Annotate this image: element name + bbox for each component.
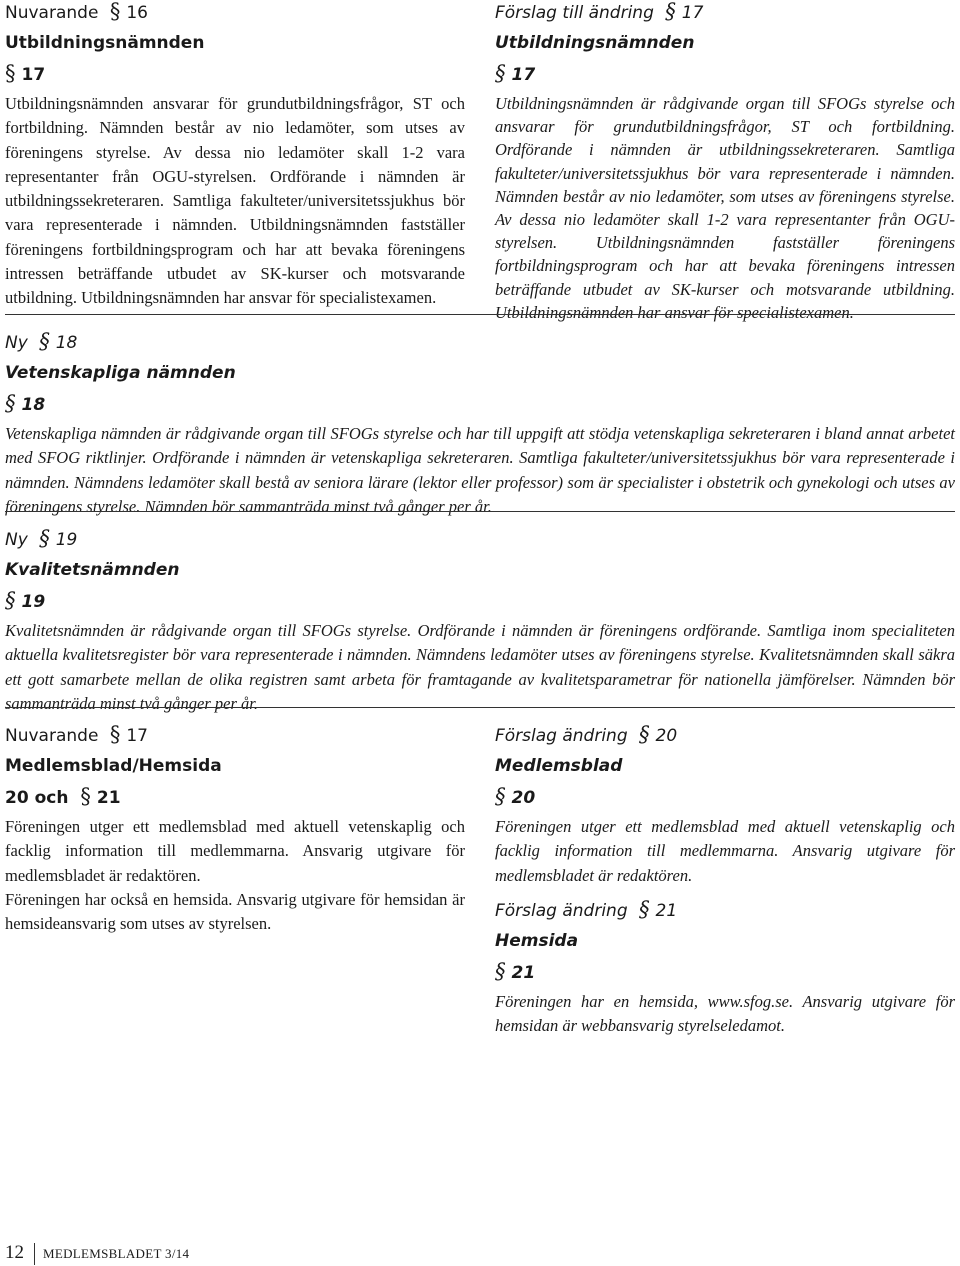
paragraph-symbol: § — [495, 61, 506, 85]
section-body: Utbildningsnämnden ansvarar för grundutbildningsfrågor, ST och fortbildning. Nämnden består av nio ledamöter, som utses av föreningens styrelse. Av dessa nio ledamöter skall 1-2 vara representanter från OGU-styrelsen. Ordförande i nämnden är utbildningssekreteraren. Samtliga fakulteter/universitetssjukhus bör vara representerade i nämnden. Utbildningsnämnden fastställer föreningens fortbildningsprogram och har att bevaka föreningens intressen beträffande utbudet av SK-kurser och motsvarande utbildning. Utbildningsnämnden har ansvar för specialistexamen. — [5, 94, 465, 308]
section-symbol: § — [109, 0, 121, 23]
paragraph-number-value: 20 — [511, 788, 536, 808]
section-heading — [5, 330, 955, 354]
paragraph-number-value: 19 — [21, 592, 46, 612]
section-body: Föreningen har en hemsida, www.sfog.se. Ansvarig utgivare för hemsidan är webbansvarig styrelseledamot. — [495, 992, 955, 1036]
paragraph-number — [5, 392, 955, 416]
new-section-19 — [5, 527, 955, 716]
paragraph-symbol: § — [5, 391, 16, 415]
section-heading — [495, 723, 955, 747]
section-title: Medlemsblad — [495, 756, 623, 776]
magazine-name: MEDLEMSBLADET 3/14 — [43, 1246, 190, 1261]
section-heading — [495, 898, 955, 922]
section-heading — [5, 723, 465, 747]
page-number: 12 — [5, 1242, 24, 1263]
section-label: Nuvarande — [5, 3, 99, 23]
section-number: 19 — [55, 530, 78, 550]
divider — [5, 707, 955, 708]
section-body-1: Föreningen utger ett medlemsblad med aktuell vetenskaplig och facklig information till medlemmarna. Ansvarig utgivare för medlemsbladet är redaktören. — [5, 817, 465, 885]
section-symbol: § — [39, 526, 50, 550]
section-title: Utbildningsnämnden — [495, 33, 695, 53]
proposal-section-20 — [495, 723, 955, 888]
current-section-17 — [5, 723, 465, 936]
page-footer — [5, 1240, 189, 1266]
section-body: Utbildningsnämnden är rådgivande organ till SFOGs styrelse och ansvarar för grundutbildningsfrågor, ST och fortbildning. Ordförande i nämnden är utbildningssekreteraren. Samtliga fakulteter/universitetssjukhus bör vara representerade i nämnden. Nämnden består av nio ledamöter, som utses av föreningens styrelse. Av dessa nio ledamöter skall 1-2 vara representanter från OGU-styrelsen. Utbildningsnämnden fastställer föreningens fortbildningsprogram och har att bevaka föreningens intressen beträffande utbudet av SK-kurser och motsvarande utbildning. Utbildningsnämnden har ansvar för specialistexamen. — [495, 94, 955, 322]
section-body: Vetenskapliga nämnden är rådgivande organ till SFOGs styrelse och har till uppgift att stödja vetenskapliga sekreteraren i bland annat arbetet med SFOG riktlinjer. Ordförande i nämnden är vetenskapliga sekreteraren. Samtliga fakulteter/universitetssjukhus bör vara representerade i nämnden. Nämndens ledamöter skall bestå av seniora lärare (lektor eller professor) som är specialister i obstetrik och gynekologi och utses av föreningens styrelse. Nämnden bör sammanträda minst två gånger per år. — [5, 424, 955, 516]
section-label: Nuvarande — [5, 726, 99, 746]
section-symbol: § — [39, 329, 50, 353]
section-heading — [5, 527, 955, 551]
section-title: Kvalitetsnämnden — [5, 560, 180, 580]
section-title: Utbildningsnämnden — [5, 33, 205, 53]
paragraph-number-value: 17 — [21, 65, 46, 85]
section-number: 17 — [681, 3, 704, 23]
section-body: Föreningen utger ett medlemsblad med aktuell vetenskaplig och facklig information till medlemmarna. Ansvarig utgivare för medlemsbladet är redaktören. — [495, 817, 955, 885]
paragraph-symbol: § — [495, 784, 506, 808]
new-section-18 — [5, 330, 955, 519]
paragraph-symbol: § — [5, 61, 16, 85]
paragraph-number — [5, 785, 465, 809]
paragraph-number-value: 17 — [511, 65, 536, 85]
section-heading — [5, 0, 465, 24]
paragraph-number — [5, 62, 465, 86]
section-label: Ny — [5, 333, 28, 353]
section-number: 20 — [655, 726, 678, 746]
paragraph-joiner: och — [34, 788, 69, 808]
paragraph-number-value: 21 — [511, 963, 536, 983]
section-title: Medlemsblad/Hemsida — [5, 756, 222, 776]
paragraph-symbol: § — [80, 784, 91, 808]
paragraph-number-a: 20 — [5, 788, 29, 808]
section-number: 17 — [126, 726, 148, 746]
section-heading — [495, 0, 955, 24]
section-label: Förslag till ändring — [495, 3, 654, 23]
paragraph-number-value: 18 — [21, 395, 46, 415]
paragraph-number — [495, 960, 955, 984]
section-symbol: § — [665, 0, 676, 23]
proposal-section-21 — [495, 898, 955, 1039]
section-label: Förslag ändring — [495, 726, 628, 746]
section-body-2: Föreningen har också en hemsida. Ansvarig utgivare för hemsidan är hemsideansvarig som utses av styrelsen. — [5, 889, 465, 934]
section-symbol: § — [639, 722, 650, 746]
paragraph-number — [5, 589, 955, 613]
paragraph-symbol: § — [495, 959, 506, 983]
section-number: 18 — [55, 333, 78, 353]
section-title: Hemsida — [495, 931, 579, 951]
section-symbol: § — [109, 722, 121, 746]
paragraph-number-b: 21 — [96, 788, 121, 808]
section-number: 21 — [655, 901, 678, 921]
proposal-section-17 — [495, 0, 955, 324]
paragraph-number — [495, 62, 955, 86]
section-number: 16 — [126, 3, 148, 23]
current-section-16 — [5, 0, 465, 311]
divider — [5, 314, 955, 315]
section-body: Kvalitetsnämnden är rådgivande organ till SFOGs styrelse. Ordförande i nämnden är föreningens ordförande. Samtliga inom specialiteten aktuella kvalitetsregister bör vara representerade i nämnden. Nämndens ledamöter utses av föreningens styrelse. Kvalitetsnämnden skall säkra ett gott samarbete mellan de olika registren samt arbeta för framtagande av kvalitetsparametrar för nationella jämförelser. Nämnden bör sammanträda minst två gånger per år. — [5, 621, 955, 713]
footer-separator — [34, 1243, 35, 1265]
paragraph-symbol: § — [5, 588, 16, 612]
section-label: Ny — [5, 530, 28, 550]
section-symbol: § — [639, 897, 650, 921]
section-label: Förslag ändring — [495, 901, 628, 921]
section-title: Vetenskapliga nämnden — [5, 363, 236, 383]
divider — [5, 511, 955, 512]
paragraph-number — [495, 785, 955, 809]
